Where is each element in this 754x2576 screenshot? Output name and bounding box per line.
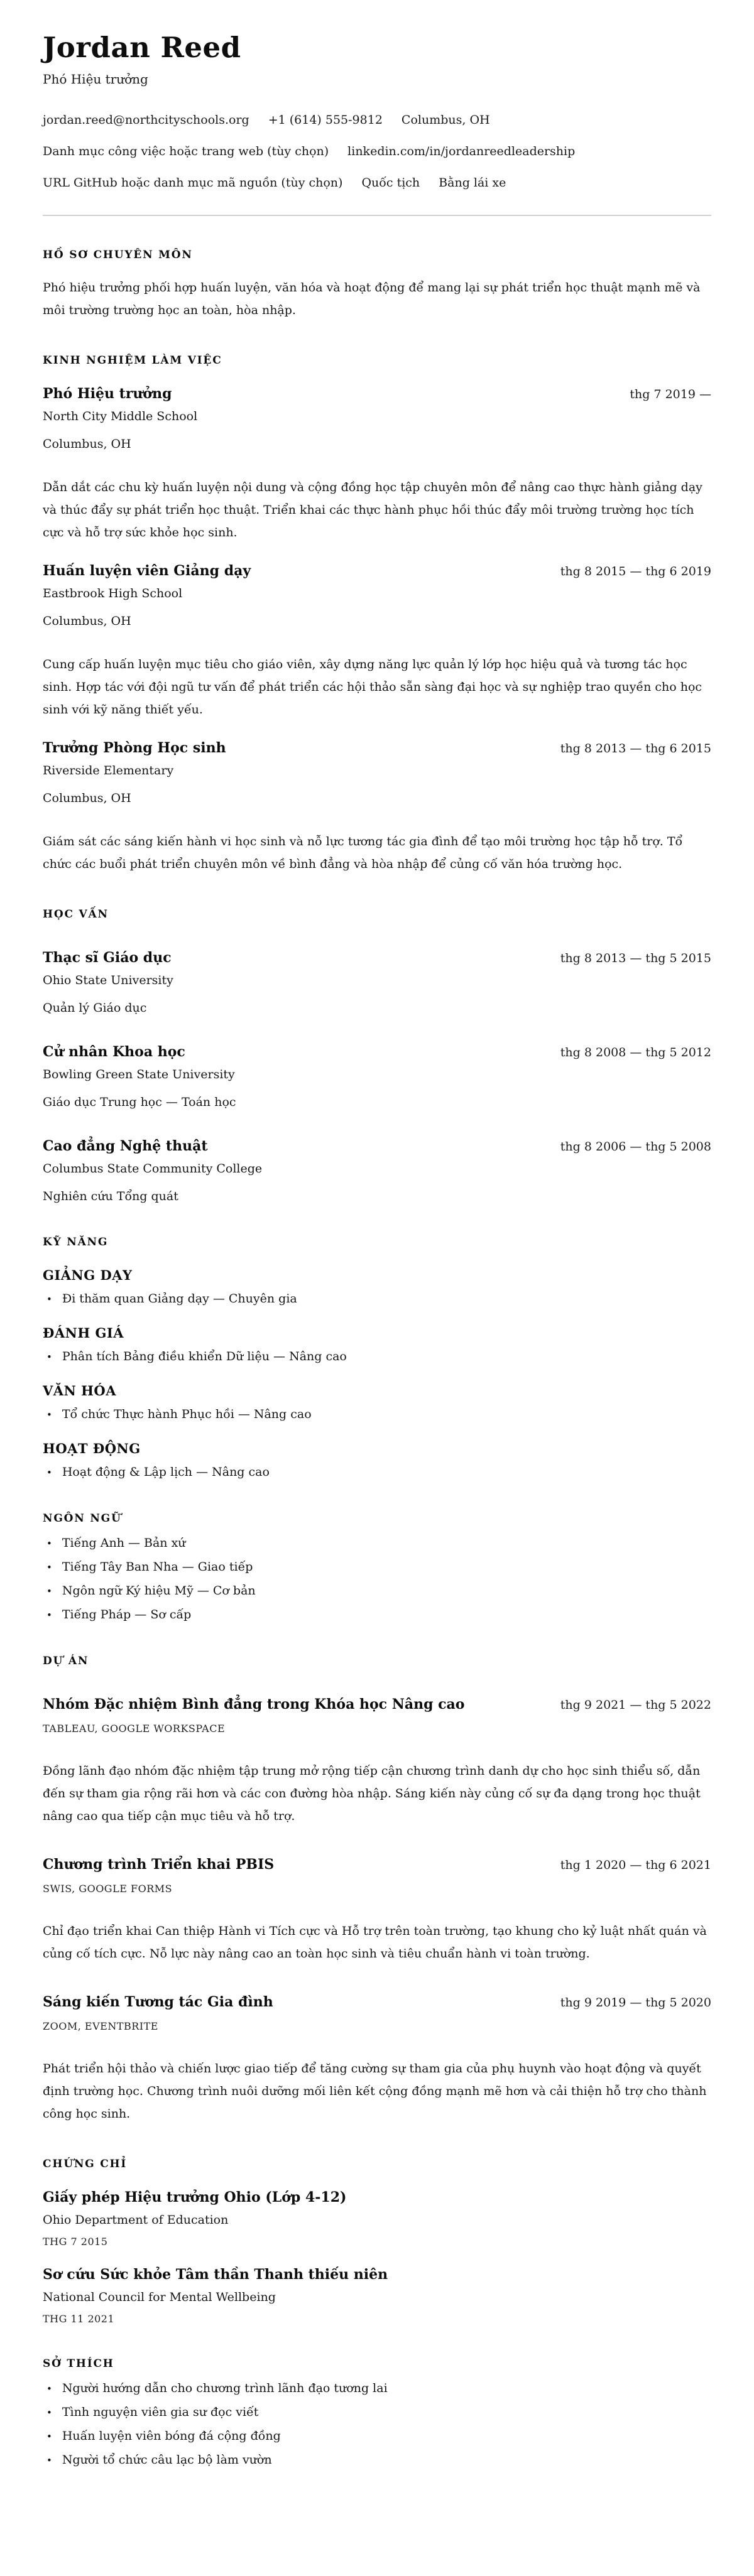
bullet-icon: • xyxy=(46,1351,52,1363)
education-entry-header xyxy=(43,1044,711,1060)
project-description: Chỉ đạo triển khai Can thiệp Hành vi Tích cực và Hỗ trợ trên toàn trường, tạo khung cho kỷ luật nhất quán và củng cố tích cực. Nỗ lực này nâng cao an toàn học sinh và tiêu chuẩn hành vi toàn trường. xyxy=(43,1924,707,1961)
job-company: Eastbrook High School xyxy=(43,586,183,600)
language-item xyxy=(43,1608,711,1622)
education-heading: HỌC VẤN xyxy=(43,907,109,921)
driving-license-text: Bằng lái xe xyxy=(439,175,506,190)
language-item-text: Tiếng Tây Ban Nha — Giao tiếp xyxy=(62,1559,253,1574)
education-entry-header xyxy=(43,950,711,966)
job-location: Columbus, OH xyxy=(43,614,131,628)
job-dates: thg 8 2015 — thg 6 2019 xyxy=(560,564,711,578)
resume-header xyxy=(43,31,711,216)
job-location: Columbus, OH xyxy=(43,436,131,451)
contact-row-1 xyxy=(43,113,711,127)
skill-category-name: HOẠT ĐỘNG xyxy=(43,1440,141,1456)
location-text: Columbus, OH xyxy=(401,112,490,127)
education-entry xyxy=(43,1138,711,1203)
github-placeholder-text: URL GitHub hoặc danh mục mã nguồn (tùy chọn) xyxy=(43,175,343,190)
certifications-heading: CHỨNG CHỈ xyxy=(43,2157,128,2170)
bullet-icon: • xyxy=(46,1537,52,1549)
skill-category-name: GIẢNG DẠY xyxy=(43,1267,133,1283)
project-entry xyxy=(43,1994,711,2125)
certification-issuer: Ohio Department of Education xyxy=(43,2212,229,2227)
project-description: Đồng lãnh đạo nhóm đặc nhiệm tập trung mở rộng tiếp cận chương trình danh dự cho học sinh thiểu số, dẫn đến sự tham gia rộng rãi hơn và các con đường hòa nhập. Sáng kiến này củng cố sự đa dạng trong học thuật nâng cao qua tiếp cận mục tiêu và hỗ trợ. xyxy=(43,1763,701,1823)
degree-dates: thg 8 2008 — thg 5 2012 xyxy=(560,1045,711,1059)
experience-entry-header xyxy=(43,740,711,756)
language-item-text: Tiếng Anh — Bản xứ xyxy=(62,1535,186,1550)
section-hobbies xyxy=(43,2357,711,2467)
job-title: Huấn luyện viên Giảng dạy xyxy=(43,562,251,579)
bullet-icon: • xyxy=(46,1409,52,1421)
profile-text: Phó hiệu trưởng phối hợp huấn luyện, văn hóa và hoạt động để mang lại sự phát triển học thuật mạnh mẽ và môi trường trường học an toàn, hòa nhập. xyxy=(43,280,701,317)
bullet-icon: • xyxy=(46,2454,52,2466)
project-entry-header xyxy=(43,1696,711,1713)
job-location: Columbus, OH xyxy=(43,791,131,805)
hobby-item-text: Tình nguyện viên gia sư đọc viết xyxy=(62,2405,259,2419)
experience-heading: KINH NGHIỆM LÀM VIỆC xyxy=(43,354,222,367)
language-item-text: Ngôn ngữ Ký hiệu Mỹ — Cơ bản xyxy=(62,1583,256,1598)
project-entry-header xyxy=(43,1994,711,2010)
job-company: Riverside Elementary xyxy=(43,763,174,777)
hobbies-heading: SỞ THÍCH xyxy=(43,2357,114,2370)
skill-item-text: Tổ chức Thực hành Phục hồi — Nâng cao xyxy=(62,1407,312,1421)
certification-issuer: National Council for Mental Wellbeing xyxy=(43,2290,276,2304)
project-description: Phát triển hội thảo và chiến lược giao tiếp để tăng cường sự tham gia của phụ huynh vào hoạt động và quyết định trường học. Chương trình nuôi dưỡng mối liên kết cộng đồng mạnh mẽ hơn và cải thiện hỗ trợ cho thành công học sinh. xyxy=(43,2061,707,2121)
project-title: Nhóm Đặc nhiệm Bình đẳng trong Khóa học Nâng cao xyxy=(43,1696,465,1713)
certification-date: THG 11 2021 xyxy=(43,2312,115,2325)
section-experience xyxy=(43,354,711,875)
hobby-item xyxy=(43,2405,711,2420)
contact-row-2 xyxy=(43,144,711,158)
degree-title: Thạc sĩ Giáo dục xyxy=(43,949,172,966)
skill-item xyxy=(43,1407,711,1422)
certification-title: Sơ cứu Sức khỏe Tâm thần Thanh thiếu niên xyxy=(43,2266,388,2283)
degree-field: Nghiên cứu Tổng quát xyxy=(43,1189,178,1203)
job-description: Cung cấp huấn luyện mục tiêu cho giáo viên, xây dựng năng lực quản lý lớp học hiệu quả và tương tác học sinh. Hợp tác với đội ngũ tư vấn để phát triển các hội thảo sẵn sàng đại học và sự nghiệp trao quyền cho học sinh với kỹ năng thiết yếu. xyxy=(43,657,702,717)
degree-school: Bowling Green State University xyxy=(43,1067,235,1081)
language-item xyxy=(43,1560,711,1574)
languages-list xyxy=(43,1536,711,1622)
linkedin-text: linkedin.com/in/jordanreedleadership xyxy=(347,144,576,158)
language-item xyxy=(43,1536,711,1550)
bullet-icon: • xyxy=(46,2430,52,2442)
bullet-icon: • xyxy=(46,2406,52,2418)
skill-item-text: Hoạt động & Lập lịch — Nâng cao xyxy=(62,1464,270,1479)
project-tools: TABLEAU, GOOGLE WORKSPACE xyxy=(43,1722,226,1734)
project-dates: thg 9 2021 — thg 5 2022 xyxy=(560,1697,711,1712)
hobby-item xyxy=(43,2429,711,2443)
job-dates: thg 8 2013 — thg 6 2015 xyxy=(560,741,711,755)
bullet-icon: • xyxy=(46,1609,52,1621)
degree-field: Giáo dục Trung học — Toán học xyxy=(43,1095,236,1109)
certifications-list xyxy=(43,2189,711,2325)
bullet-icon: • xyxy=(46,1293,52,1305)
hobby-item xyxy=(43,2453,711,2467)
section-skills xyxy=(43,1236,711,1480)
skill-items xyxy=(43,1350,711,1364)
certification-date: THG 7 2015 xyxy=(43,2235,108,2248)
hobbies-list xyxy=(43,2381,711,2467)
education-entry xyxy=(43,950,711,1015)
hobby-item-text: Người tổ chức câu lạc bộ làm vườn xyxy=(62,2452,272,2467)
skill-item-text: Đi thăm quan Giảng dạy — Chuyên gia xyxy=(62,1291,297,1306)
hobby-item xyxy=(43,2381,711,2396)
skill-category-block xyxy=(43,1383,711,1422)
project-entry xyxy=(43,1696,711,1827)
degree-title: Cao đẳng Nghệ thuật xyxy=(43,1137,208,1154)
degree-title: Cử nhân Khoa học xyxy=(43,1043,185,1060)
hobby-item-text: Người hướng dẫn cho chương trình lãnh đạo tương lai xyxy=(62,2381,388,2395)
certification-title: Giấy phép Hiệu trưởng Ohio (Lớp 4-12) xyxy=(43,2189,347,2205)
job-company: North City Middle School xyxy=(43,409,198,423)
experience-entry xyxy=(43,740,711,875)
skill-item xyxy=(43,1292,711,1306)
hobby-item-text: Huấn luyện viên bóng đá cộng đồng xyxy=(62,2428,281,2443)
experience-entry xyxy=(43,563,711,721)
skill-category-name: VĂN HÓA xyxy=(43,1382,117,1399)
job-title: Trưởng Phòng Học sinh xyxy=(43,739,226,756)
skill-items xyxy=(43,1292,711,1306)
skill-items xyxy=(43,1407,711,1422)
language-item xyxy=(43,1584,711,1598)
skill-item-text: Phân tích Bảng điều khiển Dữ liệu — Nâng cao xyxy=(62,1349,347,1363)
skill-category-block xyxy=(43,1267,711,1306)
email-text: jordan.reed@northcityschools.org xyxy=(43,112,249,127)
projects-list xyxy=(43,1696,711,2125)
education-entry xyxy=(43,1044,711,1109)
job-dates: thg 7 2019 — xyxy=(630,387,711,401)
person-job-title: Phó Hiệu trưởng xyxy=(43,71,148,87)
header-divider xyxy=(43,215,711,216)
skill-category-name: ĐÁNH GIÁ xyxy=(43,1324,124,1341)
profile-heading: HỒ SƠ CHUYÊN MÔN xyxy=(43,248,193,261)
bullet-icon: • xyxy=(46,1561,52,1573)
degree-school: Ohio State University xyxy=(43,973,173,987)
education-list xyxy=(43,950,711,1203)
project-title: Sáng kiến Tương tác Gia đình xyxy=(43,1993,273,2010)
project-tools: SWIS, GOOGLE FORMS xyxy=(43,1882,173,1895)
language-item-text: Tiếng Pháp — Sơ cấp xyxy=(62,1607,192,1621)
skill-category-block xyxy=(43,1441,711,1480)
job-title: Phó Hiệu trưởng xyxy=(43,385,172,402)
portfolio-placeholder-text: Danh mục công việc hoặc trang web (tùy chọn) xyxy=(43,144,329,158)
skill-items xyxy=(43,1465,711,1480)
degree-field: Quản lý Giáo dục xyxy=(43,1000,147,1015)
certification-entry xyxy=(43,2266,711,2325)
skills-heading: KỸ NĂNG xyxy=(43,1235,109,1248)
project-dates: thg 1 2020 — thg 6 2021 xyxy=(560,1858,711,1872)
degree-dates: thg 8 2006 — thg 5 2008 xyxy=(560,1139,711,1154)
experience-entry-header xyxy=(43,386,711,402)
skill-item xyxy=(43,1465,711,1480)
skill-category-block xyxy=(43,1325,711,1364)
nationality-text: Quốc tịch xyxy=(361,175,420,190)
languages-heading: NGÔN NGỮ xyxy=(43,1512,122,1525)
section-projects xyxy=(43,1655,711,2125)
skill-item xyxy=(43,1350,711,1364)
project-entry xyxy=(43,1856,711,1965)
skills-list xyxy=(43,1267,711,1480)
project-title: Chương trình Triển khai PBIS xyxy=(43,1856,275,1873)
project-entry-header xyxy=(43,1856,711,1873)
section-education xyxy=(43,908,711,1203)
certification-entry xyxy=(43,2189,711,2248)
job-description: Dẫn dắt các chu kỳ huấn luyện nội dung và cộng đồng học tập chuyên môn để nâng cao thực hành giảng dạy và thúc đẩy sự phát triển học thuật. Triển khai các thực hành phục hồi thúc đẩy môi trường trường học tích cực và hỗ trợ sức khỏe học sinh. xyxy=(43,480,702,539)
contact-row-3 xyxy=(43,176,711,190)
phone-text: +1 (614) 555-9812 xyxy=(268,112,383,127)
section-profile xyxy=(43,249,711,322)
job-description: Giám sát các sáng kiến hành vi học sinh và nỗ lực tương tác gia đình để tạo môi trường học tập hỗ trợ. Tổ chức các buổi phát triển chuyên môn về bình đẳng và hòa nhập để củng cố văn hóa trường học. xyxy=(43,834,683,871)
bullet-icon: • xyxy=(46,1585,52,1597)
experience-list xyxy=(43,386,711,875)
project-tools: ZOOM, EVENTBRITE xyxy=(43,2020,158,2032)
project-dates: thg 9 2019 — thg 5 2020 xyxy=(560,1995,711,2010)
person-name: Jordan Reed xyxy=(43,31,241,64)
bullet-icon: • xyxy=(46,1466,52,1478)
degree-dates: thg 8 2013 — thg 5 2015 xyxy=(560,951,711,965)
experience-entry xyxy=(43,386,711,544)
section-languages xyxy=(43,1512,711,1622)
experience-entry-header xyxy=(43,563,711,579)
degree-school: Columbus State Community College xyxy=(43,1161,263,1176)
projects-heading: DỰ ÁN xyxy=(43,1654,89,1667)
section-certifications xyxy=(43,2158,711,2325)
bullet-icon: • xyxy=(46,2383,52,2395)
education-entry-header xyxy=(43,1138,711,1154)
